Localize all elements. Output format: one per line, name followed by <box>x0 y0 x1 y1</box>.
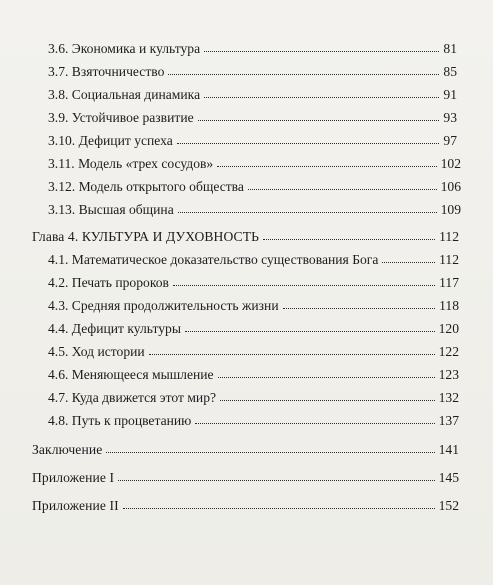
toc-entry <box>48 63 457 80</box>
toc-entry-page: 122 <box>438 344 459 359</box>
toc-entry-page: 97 <box>443 133 457 148</box>
dot-leader <box>218 365 435 378</box>
toc-entry-label: 4.2. Печать пророков <box>48 275 169 290</box>
toc-entry <box>48 109 457 126</box>
dot-leader <box>173 273 435 286</box>
toc-entry <box>48 155 461 172</box>
toc-entry-label: 3.11. Модель «трех сосудов» <box>48 156 214 171</box>
dot-leader <box>263 227 435 240</box>
toc-entry-page: 118 <box>439 298 459 313</box>
toc-entry-label: 4.1. Математическое доказательство существования Бога <box>48 252 379 267</box>
toc-entry-page: 123 <box>438 367 459 382</box>
dot-leader <box>123 496 435 509</box>
dot-leader <box>149 342 435 355</box>
dot-leader <box>177 131 440 144</box>
toc-entry-label: 3.10. Дефицит успеха <box>48 133 173 148</box>
dot-leader <box>217 154 436 167</box>
toc-entry <box>48 274 459 291</box>
toc-entry-page: 137 <box>438 413 459 428</box>
dot-leader <box>283 296 436 309</box>
toc-entry-page: 132 <box>438 390 459 405</box>
toc-entry-page: 141 <box>438 442 459 457</box>
toc-entry-label: Приложение I <box>32 470 115 485</box>
toc-entry-label: 3.8. Социальная динамика <box>48 87 201 102</box>
dot-leader <box>106 440 434 453</box>
toc-entry-label: 4.4. Дефицит культуры <box>48 321 181 336</box>
toc-entry-page: 81 <box>443 41 457 56</box>
toc-entry <box>48 320 459 337</box>
toc-entry-label: 4.3. Средняя продолжительность жизни <box>48 298 279 313</box>
toc-entry <box>48 366 459 383</box>
toc-entry-page: 112 <box>439 252 459 267</box>
dot-leader <box>185 319 435 332</box>
toc-entry-label: Приложение II <box>32 498 119 513</box>
toc-entry-label: 3.6. Экономика и культура <box>48 41 201 56</box>
toc-entry-label: Глава 4. КУЛЬТУРА И ДУХОВНОСТЬ <box>32 229 260 244</box>
toc-chapter-heading <box>32 228 459 245</box>
toc-entry <box>48 86 457 103</box>
toc-entry-page: 91 <box>443 87 457 102</box>
toc-section-heading <box>32 469 459 486</box>
toc-entry-page: 145 <box>438 470 459 485</box>
toc-entry-label: 3.7. Взяточничество <box>48 64 165 79</box>
dot-leader <box>195 411 434 424</box>
toc-entry-label: 4.8. Путь к процветанию <box>48 413 192 428</box>
toc-entry-page: 112 <box>439 229 459 244</box>
toc-entry-page: 93 <box>443 110 457 125</box>
dot-leader <box>248 177 437 190</box>
toc-entry <box>48 178 461 195</box>
toc-section-heading <box>32 441 459 458</box>
toc-entry <box>48 201 461 218</box>
dot-leader <box>382 250 435 263</box>
toc-entry-label: 4.7. Куда движется этот мир? <box>48 390 217 405</box>
toc-entry <box>48 40 457 57</box>
dot-leader <box>220 388 435 401</box>
toc-entry-label: 3.9. Устойчивое развитие <box>48 110 194 125</box>
toc-entry-label: 3.13. Высшая община <box>48 202 174 217</box>
toc-entry-label: 3.12. Модель открытого общества <box>48 179 244 194</box>
toc-section-heading <box>32 497 459 514</box>
toc-entry <box>48 132 457 149</box>
toc-entry-page: 117 <box>439 275 459 290</box>
dot-leader <box>204 39 439 52</box>
toc-entry <box>48 389 459 406</box>
dot-leader <box>204 85 439 98</box>
toc-entry-page: 85 <box>443 64 457 79</box>
toc-entry-label: 4.6. Меняющееся мышление <box>48 367 214 382</box>
toc-entry <box>48 412 459 429</box>
dot-leader <box>198 108 440 121</box>
toc-entry <box>48 343 459 360</box>
toc-entry-page: 106 <box>440 179 461 194</box>
dot-leader <box>178 200 437 213</box>
dot-leader <box>118 468 435 481</box>
toc-entry-page: 102 <box>440 156 461 171</box>
toc-entry-page: 109 <box>440 202 461 217</box>
toc-entry <box>48 251 459 268</box>
toc-entry <box>48 297 459 314</box>
toc-entry-label: Заключение <box>32 442 103 457</box>
toc-entry-label: 4.5. Ход истории <box>48 344 145 359</box>
toc-entry-page: 152 <box>438 498 459 513</box>
toc-entry-page: 120 <box>438 321 459 336</box>
dot-leader <box>168 62 439 75</box>
